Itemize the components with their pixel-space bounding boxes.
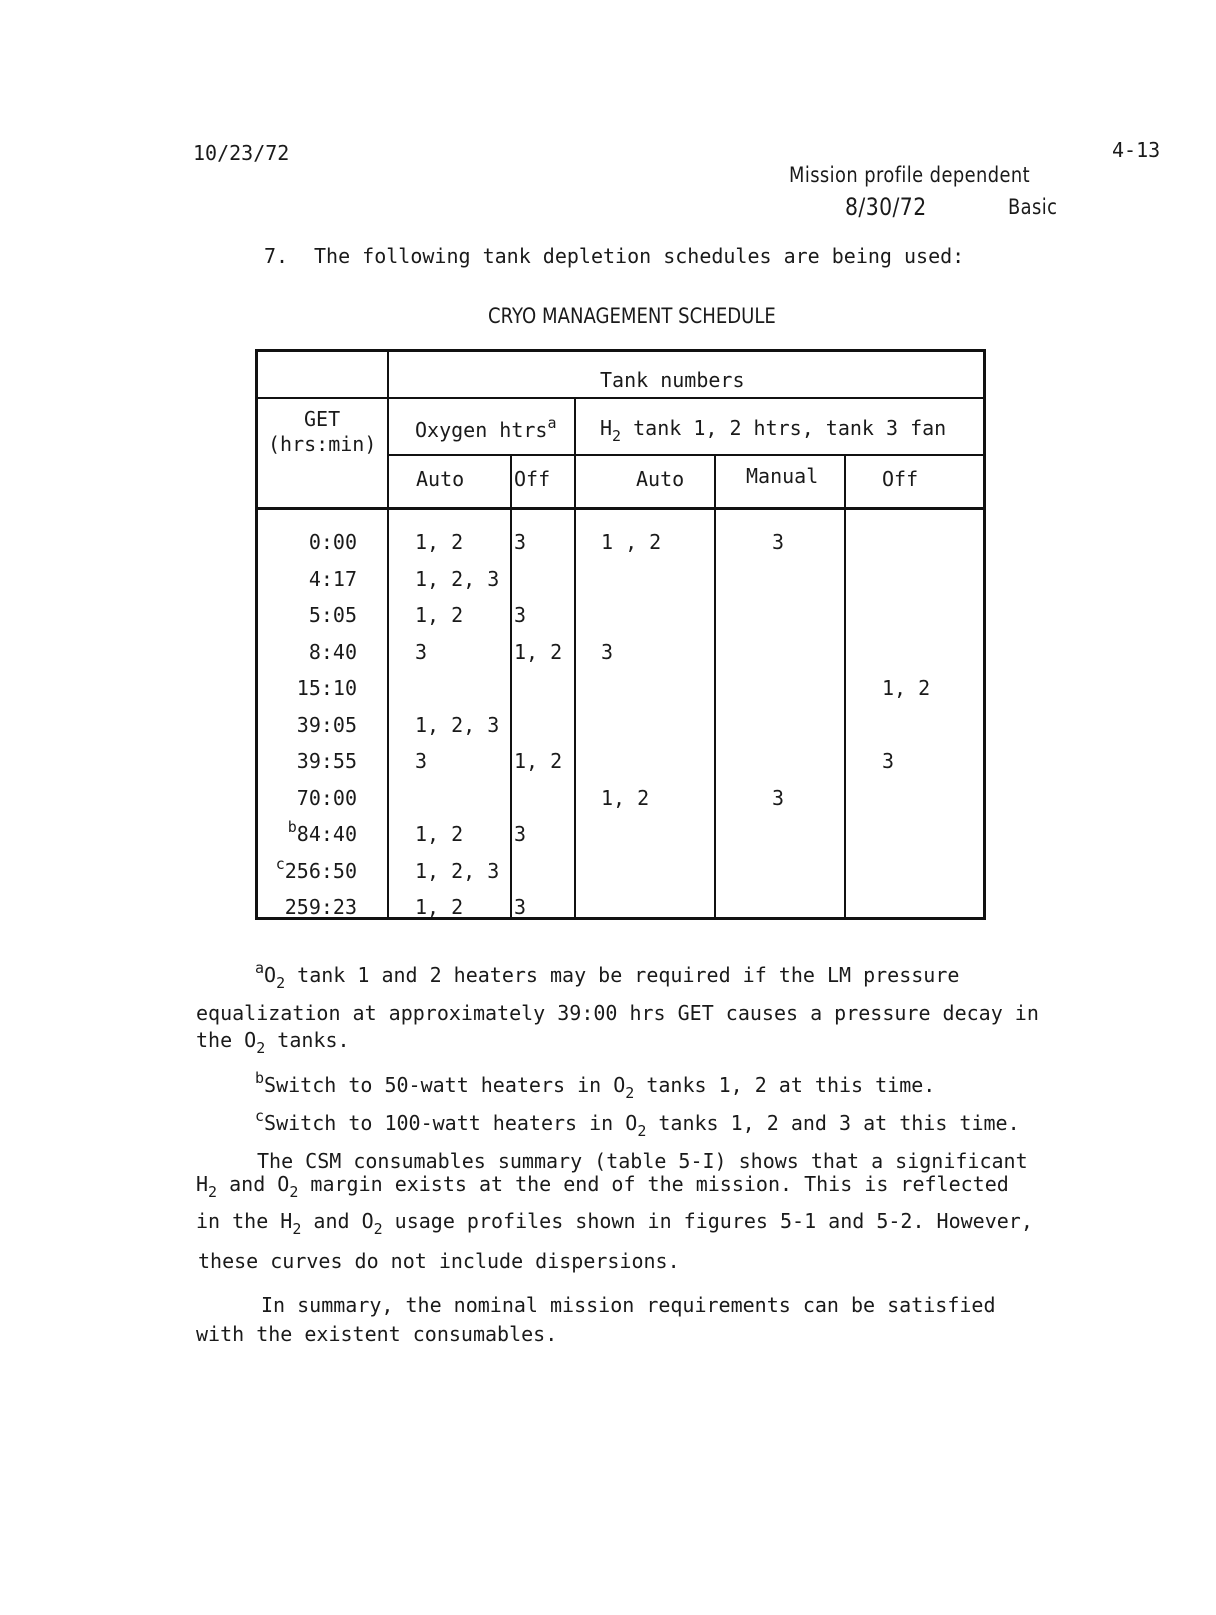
cryo-schedule-table <box>255 349 986 920</box>
footnote-c: $^c$Switch to 100-watt heaters in $O_2$ tanks 1, 2 and 3 at this time. <box>255 1107 1020 1140</box>
subheader-h2-auto: Auto <box>636 467 685 491</box>
footnote-a-line3: the $O_2$ tanks. <box>196 1028 350 1057</box>
col-divider-h2-manual <box>844 454 846 917</box>
summary-p2-line2: with the existent consumables. <box>196 1322 558 1346</box>
footnote-a-ref: a <box>547 414 557 432</box>
subheader-o2-auto: Auto <box>416 467 465 491</box>
summary-p1-line1: The CSM consumables summary (table 5-I) shows that a significant <box>257 1149 1028 1173</box>
col-divider-get <box>387 352 389 917</box>
cell-get: 8:40 <box>308 639 357 664</box>
cell-get: 39:55 <box>296 749 357 773</box>
cell-o2-off: 3 <box>514 603 527 627</box>
cell-get: 39:05 <box>296 712 357 737</box>
subheader-o2-off: Off <box>514 467 551 491</box>
cell-o2-off: 1, 2 <box>514 639 563 664</box>
footnote-ref: b <box>287 818 297 836</box>
cell-o2-off: 3 <box>514 530 527 554</box>
cell-get: 5:05 <box>308 603 357 627</box>
cell-o2-auto: 1, 2, 3 <box>415 712 500 737</box>
oxygen-heaters-label: Oxygen htrs <box>415 418 548 442</box>
cell-h2-auto: 1, 2 <box>601 785 650 810</box>
cell-h2-off: 1, 2 <box>882 676 931 700</box>
cell-o2-off: 3 <box>514 822 527 846</box>
footnote-b: $^b$Switch to 50-watt heaters in $O_2$ tanks 1, 2 at this time. <box>255 1069 936 1102</box>
cell-get: 70:00 <box>296 785 357 810</box>
document-date: 10/23/72 <box>193 141 290 165</box>
footnote-a-line2: equalization at approximately 39:00 hrs GET causes a pressure decay in <box>196 1001 1039 1025</box>
cell-h2-off: 3 <box>882 749 895 773</box>
cell-o2-auto: 1, 2 <box>415 822 464 846</box>
cell-o2-auto: 1, 2, 3 <box>415 566 500 591</box>
oxygen-heaters-header <box>415 414 557 442</box>
col-divider-h2-auto <box>714 454 716 917</box>
col-divider-o2 <box>574 397 576 917</box>
footnote-a: $^aO_2$ tank 1 and 2 heaters may be required if the LM pressure <box>255 959 960 992</box>
intro-item-number: 7. <box>264 244 289 268</box>
rule-below-group <box>258 397 983 399</box>
revision-date: 8/30/72 <box>845 193 927 221</box>
subheader-h2-off: Off <box>882 467 919 491</box>
col-divider-o2-auto <box>510 454 512 917</box>
get-header-line2: (hrs:min) <box>268 432 377 456</box>
cell-h2-manual: 3 <box>772 785 785 810</box>
tank-numbers-header: Tank numbers <box>600 368 745 392</box>
table-title: CRYO MANAGEMENT SCHEDULE <box>488 304 776 328</box>
revision-note: Mission profile dependent <box>789 163 1031 187</box>
h2-header: $H_2$ tank 1, 2 htrs, tank 3 fan <box>600 416 947 445</box>
cell-o2-auto: 1, 2 <box>415 603 464 627</box>
cell-get: $^c$256:50 <box>275 854 357 883</box>
cell-get: 15:10 <box>296 676 357 700</box>
cell-h2-auto: 3 <box>601 639 614 664</box>
cell-o2-auto: 1, 2 <box>415 895 464 919</box>
cell-o2-off: 1, 2 <box>514 749 563 773</box>
cell-get: $^b$84:40 <box>287 818 357 846</box>
summary-p1-line2: $H_2$ and $O_2$ margin exists at the end of the mission. This is reflected <box>196 1172 1009 1201</box>
cell-h2-auto: 1 , 2 <box>601 530 662 554</box>
cell-o2-off: 3 <box>514 895 527 919</box>
page-number: 4-13 <box>1112 138 1161 162</box>
cell-o2-auto: 1, 2, 3 <box>415 858 500 883</box>
footnote-ref: c <box>275 854 285 873</box>
cell-o2-auto: 3 <box>415 749 428 773</box>
rule-below-header <box>258 507 983 510</box>
cell-o2-auto: 3 <box>415 639 428 664</box>
cell-get: 0:00 <box>308 530 357 554</box>
summary-p1-line3: in the $H_2$ and $O_2$ usage profiles shown in figures 5-1 and 5-2. However, <box>196 1209 1033 1238</box>
subheader-h2-manual: Manual <box>746 464 819 488</box>
cell-o2-auto: 1, 2 <box>415 530 464 554</box>
get-header-line1: GET <box>304 407 341 431</box>
summary-p2-line1: In summary, the nominal mission requirements can be satisfied <box>261 1293 996 1317</box>
intro-text: The following tank depletion schedules are being used: <box>314 244 965 268</box>
summary-p1-line4: these curves do not include dispersions. <box>198 1249 680 1273</box>
cell-get: 259:23 <box>284 895 357 919</box>
cell-h2-manual: 3 <box>772 530 785 554</box>
rule-below-category <box>389 454 983 456</box>
cell-get: 4:17 <box>308 566 357 591</box>
revision-type: Basic <box>1008 195 1058 219</box>
